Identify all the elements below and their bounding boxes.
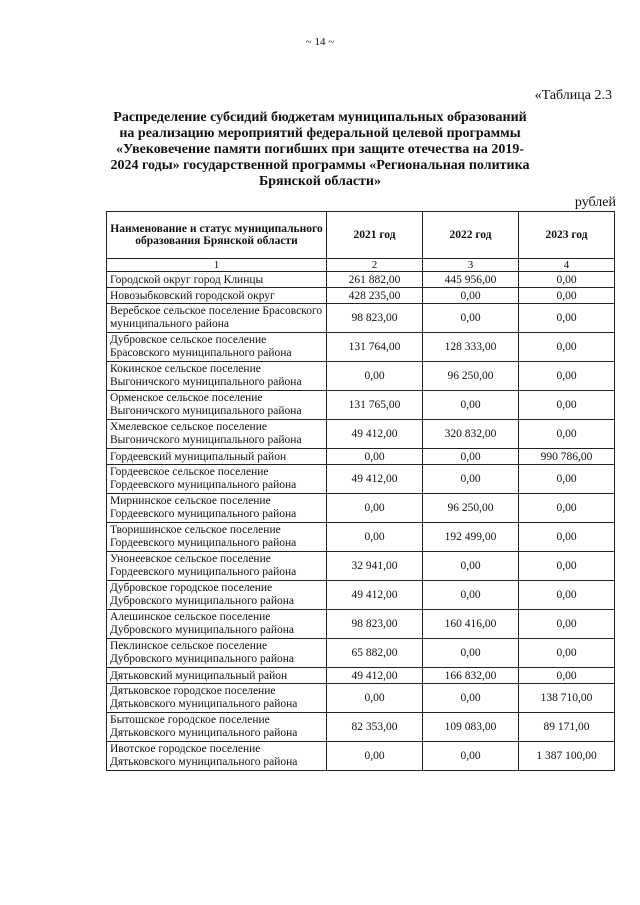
units-label: рублей (574, 195, 616, 210)
column-number: 1 (107, 259, 327, 272)
value-2021-cell: 98 823,00 (327, 304, 423, 333)
column-header-name: Наименование и статус муниципального образования Брянской области (107, 212, 327, 259)
value-2022-cell: 160 416,00 (423, 610, 519, 639)
value-2021-cell: 82 353,00 (327, 713, 423, 742)
table-row (107, 742, 615, 771)
value-2023-cell: 0,00 (519, 391, 615, 420)
value-2022-cell: 0,00 (423, 581, 519, 610)
municipality-name-cell: Гордеевское сельское поселение Гордеевского муниципального района (107, 465, 327, 494)
value-2022-cell: 109 083,00 (423, 713, 519, 742)
value-2023-cell: 0,00 (519, 362, 615, 391)
table-row (107, 391, 615, 420)
value-2021-cell: 49 412,00 (327, 465, 423, 494)
column-number: 4 (519, 259, 615, 272)
value-2023-cell: 0,00 (519, 494, 615, 523)
municipality-name-cell: Дятьковский муниципальный район (107, 668, 327, 684)
table-row (107, 304, 615, 333)
municipality-name-cell: Дятьковское городское поселение Дятьковского муниципального района (107, 684, 327, 713)
value-2021-cell: 0,00 (327, 362, 423, 391)
value-2023-cell: 0,00 (519, 288, 615, 304)
table-row (107, 713, 615, 742)
column-number: 3 (423, 259, 519, 272)
value-2021-cell: 98 823,00 (327, 610, 423, 639)
value-2021-cell: 49 412,00 (327, 581, 423, 610)
value-2022-cell: 166 832,00 (423, 668, 519, 684)
municipality-name-cell: Бытошское городское поселение Дятьковского муниципального района (107, 713, 327, 742)
value-2021-cell: 261 882,00 (327, 272, 423, 288)
table-row (107, 523, 615, 552)
municipality-name-cell: Унонеевское сельское поселение Гордеевского муниципального района (107, 552, 327, 581)
municipality-name-cell: Пеклинское сельское поселение Дубровского муниципального района (107, 639, 327, 668)
value-2022-cell: 96 250,00 (423, 494, 519, 523)
table-row (107, 639, 615, 668)
value-2021-cell: 131 765,00 (327, 391, 423, 420)
table-row (107, 684, 615, 713)
table-row (107, 494, 615, 523)
value-2021-cell: 131 764,00 (327, 333, 423, 362)
value-2022-cell: 0,00 (423, 391, 519, 420)
column-header-2023: 2023 год (519, 212, 615, 259)
value-2023-cell: 138 710,00 (519, 684, 615, 713)
value-2021-cell: 32 941,00 (327, 552, 423, 581)
value-2023-cell: 1 387 100,00 (519, 742, 615, 771)
table-row (107, 288, 615, 304)
value-2023-cell: 0,00 (519, 304, 615, 333)
municipality-name-cell: Алешинское сельское поселение Дубровского муниципального района (107, 610, 327, 639)
value-2021-cell: 0,00 (327, 684, 423, 713)
header-row (107, 212, 615, 259)
value-2023-cell: 0,00 (519, 465, 615, 494)
value-2023-cell: 89 171,00 (519, 713, 615, 742)
value-2023-cell: 0,00 (519, 420, 615, 449)
value-2021-cell: 0,00 (327, 449, 423, 465)
page-number: ~ 14 ~ (305, 36, 335, 48)
municipality-name-cell: Дубровское городское поселение Дубровского муниципального района (107, 581, 327, 610)
table-row (107, 581, 615, 610)
value-2021-cell: 428 235,00 (327, 288, 423, 304)
column-number-row (107, 259, 615, 272)
value-2023-cell: 0,00 (519, 552, 615, 581)
value-2022-cell: 445 956,00 (423, 272, 519, 288)
municipality-name-cell: Веребское сельское поселение Брасовского муниципального района (107, 304, 327, 333)
table-tag: «Таблица 2.3 (534, 88, 612, 103)
value-2022-cell: 0,00 (423, 684, 519, 713)
table-row (107, 610, 615, 639)
value-2023-cell: 0,00 (519, 610, 615, 639)
municipality-name-cell: Кокинское сельское поселение Выгоничского муниципального района (107, 362, 327, 391)
value-2022-cell: 192 499,00 (423, 523, 519, 552)
value-2023-cell: 990 786,00 (519, 449, 615, 465)
municipality-name-cell: Гордеевский муниципальный район (107, 449, 327, 465)
column-header-2021: 2021 год (327, 212, 423, 259)
municipality-name-cell: Дубровское сельское поселение Брасовского муниципального района (107, 333, 327, 362)
value-2021-cell: 0,00 (327, 494, 423, 523)
municipality-name-cell: Творишинское сельское поселение Гордеевского муниципального района (107, 523, 327, 552)
value-2022-cell: 96 250,00 (423, 362, 519, 391)
value-2022-cell: 0,00 (423, 465, 519, 494)
column-header-2022: 2022 год (423, 212, 519, 259)
table-row (107, 449, 615, 465)
value-2023-cell: 0,00 (519, 272, 615, 288)
value-2022-cell: 0,00 (423, 639, 519, 668)
value-2021-cell: 0,00 (327, 742, 423, 771)
municipality-name-cell: Орменское сельское поселение Выгоничского муниципального района (107, 391, 327, 420)
document-title: Распределение субсидий бюджетам муниципальных образований на реализацию мероприятий федеральной целевой программы «Увековечение памяти погибших при защите отечества на 2019-2024 годы» государственной программы «Региональная политика Брянской области» (110, 110, 530, 189)
value-2021-cell: 65 882,00 (327, 639, 423, 668)
municipality-name-cell: Городской округ город Клинцы (107, 272, 327, 288)
value-2022-cell: 0,00 (423, 288, 519, 304)
value-2022-cell: 128 333,00 (423, 333, 519, 362)
table-row (107, 465, 615, 494)
value-2022-cell: 320 832,00 (423, 420, 519, 449)
table-row (107, 420, 615, 449)
value-2022-cell: 0,00 (423, 304, 519, 333)
table-row (107, 272, 615, 288)
value-2023-cell: 0,00 (519, 333, 615, 362)
value-2022-cell: 0,00 (423, 552, 519, 581)
column-number: 2 (327, 259, 423, 272)
value-2023-cell: 0,00 (519, 523, 615, 552)
municipality-name-cell: Ивотское городское поселение Дятьковского муниципального района (107, 742, 327, 771)
value-2021-cell: 0,00 (327, 523, 423, 552)
value-2022-cell: 0,00 (423, 449, 519, 465)
value-2023-cell: 0,00 (519, 668, 615, 684)
value-2023-cell: 0,00 (519, 639, 615, 668)
subsidy-table (106, 211, 615, 771)
municipality-name-cell: Хмелевское сельское поселение Выгоничского муниципального района (107, 420, 327, 449)
value-2022-cell: 0,00 (423, 742, 519, 771)
municipality-name-cell: Новозыбковский городской округ (107, 288, 327, 304)
table-row (107, 333, 615, 362)
table-row (107, 552, 615, 581)
value-2023-cell: 0,00 (519, 581, 615, 610)
table-row (107, 362, 615, 391)
municipality-name-cell: Мирнинское сельское поселение Гордеевского муниципального района (107, 494, 327, 523)
table-row (107, 668, 615, 684)
table-body (107, 272, 615, 771)
value-2021-cell: 49 412,00 (327, 420, 423, 449)
value-2021-cell: 49 412,00 (327, 668, 423, 684)
